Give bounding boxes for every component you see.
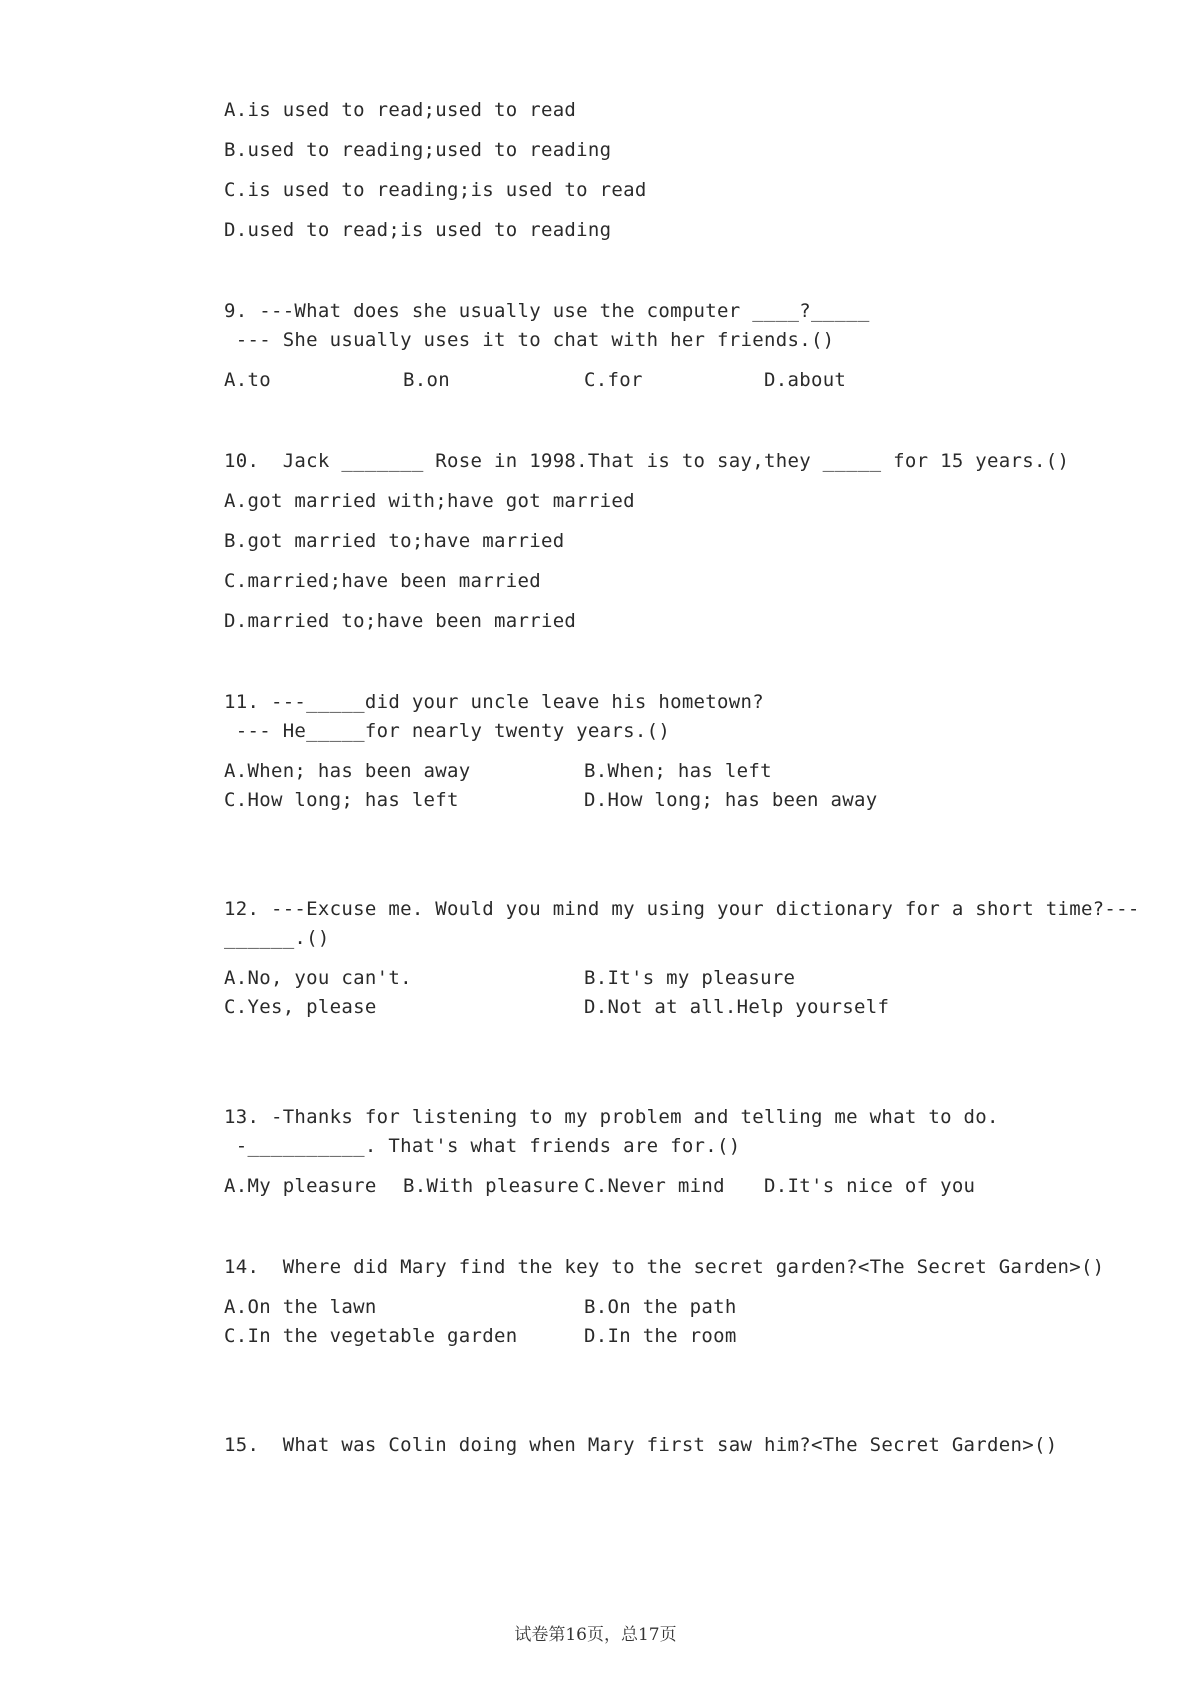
- q9-option-a: A.to: [224, 369, 271, 391]
- q14-option-c: C.In the vegetable garden: [224, 1325, 518, 1347]
- q9-question: 9. ---What does she usually use the computer ____?_____: [224, 300, 870, 322]
- q14-option-a: A.On the lawn: [224, 1296, 377, 1318]
- q11-question: 11. ---_____did your uncle leave his hometown?: [224, 691, 764, 713]
- q10-option-c: C.married;have been married: [224, 570, 541, 592]
- q9-answer-line: --- She usually uses it to chat with her friends.(): [224, 329, 835, 351]
- q8-option-c: C.is used to reading;is used to read: [224, 179, 647, 201]
- q11-answer-line: --- He_____for nearly twenty years.(): [224, 720, 671, 742]
- q14-option-b: B.On the path: [584, 1296, 737, 1318]
- q13-option-b: B.With pleasure: [403, 1175, 580, 1197]
- q9-option-b: B.on: [403, 369, 450, 391]
- q15-question: 15. What was Colin doing when Mary first saw him?<The Secret Garden>(): [224, 1434, 1058, 1456]
- q8-option-d: D.used to read;is used to reading: [224, 219, 612, 241]
- q13-question: 13. -Thanks for listening to my problem and telling me what to do.: [224, 1106, 999, 1128]
- q12-question: 12. ---Excuse me. Would you mind my using your dictionary for a short time?---: [224, 898, 1140, 920]
- q11-option-a: A.When; has been away: [224, 760, 471, 782]
- q13-option-d: D.It's nice of you: [764, 1175, 976, 1197]
- q14-option-d: D.In the room: [584, 1325, 737, 1347]
- q12-option-b: B.It's my pleasure: [584, 967, 796, 989]
- q13-option-c: C.Never mind: [584, 1175, 725, 1197]
- q10-option-a: A.got married with;have got married: [224, 490, 635, 512]
- q10-option-d: D.married to;have been married: [224, 610, 577, 632]
- q13-answer-line: -__________. That's what friends are for.(): [224, 1135, 741, 1157]
- q12-option-c: C.Yes, please: [224, 996, 377, 1018]
- q14-question: 14. Where did Mary find the key to the secret garden?<The Secret Garden>(): [224, 1256, 1105, 1278]
- q10-question: 10. Jack _______ Rose in 1998.That is to say,they _____ for 15 years.(): [224, 450, 1070, 472]
- q12-option-d: D.Not at all.Help yourself: [584, 996, 890, 1018]
- q11-option-b: B.When; has left: [584, 760, 772, 782]
- q8-option-b: B.used to reading;used to reading: [224, 139, 612, 161]
- q12-option-a: A.No, you can't.: [224, 967, 412, 989]
- q11-option-d: D.How long; has been away: [584, 789, 878, 811]
- q12-blank-line: ______.(): [224, 927, 330, 949]
- q11-option-c: C.How long; has left: [224, 789, 459, 811]
- q13-option-a: A.My pleasure: [224, 1175, 377, 1197]
- q8-option-a: A.is used to read;used to read: [224, 99, 577, 121]
- q9-option-c: C.for: [584, 369, 643, 391]
- q9-option-d: D.about: [764, 369, 847, 391]
- q10-option-b: B.got married to;have married: [224, 530, 565, 552]
- page-footer: 试卷第16页，总17页: [514, 1625, 677, 1645]
